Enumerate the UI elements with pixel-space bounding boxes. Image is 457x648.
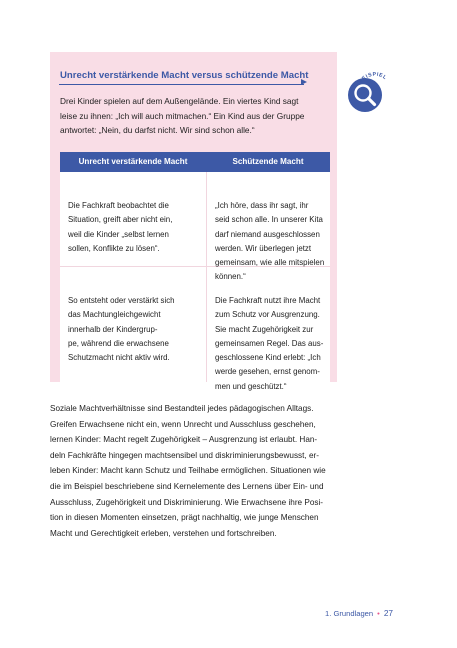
comparison-table	[60, 152, 330, 391]
table-header	[60, 152, 330, 172]
example-box-title: Unrecht verstärkende Macht versus schützende Macht	[60, 70, 309, 81]
cell-line: gemeinsamen Regel. Das aus-	[215, 338, 324, 348]
cell-line: können.“	[215, 272, 246, 282]
cell-line: Sie macht Zugehörigkeit zur	[215, 324, 314, 334]
cell-line: werden. Wir überlegen jetzt	[215, 243, 312, 253]
paragraph-line: lernen Kinder: Macht regelt Zugehörigkeit – Ausgrenzung ist erlaubt. Han-	[50, 435, 318, 445]
page-number: 27	[383, 608, 394, 618]
cell-line: men und geschützt.“	[215, 381, 287, 391]
paragraph-line: Soziale Machtverhältnisse sind Bestandteil jedes pädagogischen Alltags.	[50, 404, 314, 413]
paragraph-line: die im Beispiel beschriebene sind Kernelemente des Lernens über Ein- und	[50, 481, 324, 491]
paragraph-line: Macht und Gerechtigkeit erleben, verstehen und fortschreiben.	[50, 528, 277, 538]
paragraph-line: Ausschluss, Zugehörigkeit und Diskriminierung. Wie Erwachsene ihre Posi-	[50, 497, 324, 507]
cell-line: pe, während die erwachsene	[68, 338, 169, 348]
example-intro	[60, 94, 328, 138]
table-header-cell: Unrecht verstärkende Macht	[78, 157, 188, 166]
title-underline	[59, 84, 304, 85]
cell-line: zum Schutz vor Ausgrenzung.	[215, 310, 320, 320]
paragraph-line: Greifen Erwachsene nicht ein, wenn Unrecht und Ausschluss geschehen,	[50, 419, 316, 429]
cell-line: Die Fachkraft nutzt ihre Macht	[215, 296, 321, 305]
cell-line: Schutzmacht nicht aktiv wird.	[68, 353, 170, 363]
cell-line: innerhalb der Kindergrup-	[68, 324, 158, 334]
intro-line: Drei Kinder spielen auf dem Außengelände. Ein viertes Kind sagt	[60, 96, 299, 106]
svg-text:BEISPIEL	[358, 72, 388, 85]
cell-line: geschlossene Kind erlebt: „Ich	[215, 353, 321, 363]
table-cell	[215, 199, 324, 285]
table-cell	[215, 294, 323, 394]
badge-label-text: BEISPIEL	[357, 71, 388, 86]
badge-label	[355, 62, 395, 102]
table-header-cell: Schützende Macht	[232, 157, 304, 166]
paragraph-line: leben Kinder: Macht kann Schutz und Teilhabe ermöglichen. Situationen wie	[50, 466, 326, 476]
cell-line: sollen, Konflikte zu lösen“.	[68, 243, 160, 253]
column-divider	[206, 172, 207, 382]
intro-line: leise zu ihnen: „Ich will auch mitmachen.“ Ein Kind aus der Gruppe	[60, 110, 305, 121]
cell-line: weil die Kinder „selbst lernen	[68, 229, 169, 239]
footer-section: 1. Grundlagen	[325, 609, 374, 618]
table-cell	[68, 199, 172, 256]
cell-line: seid schon alle. In unserer Kita	[215, 215, 323, 225]
table-body	[60, 172, 330, 391]
cell-line: Die Fachkraft beobachtet die	[68, 201, 169, 210]
paragraph-line: tion in diesen Momenten einsetzen, prägt nachhaltig, wie junge Menschen	[50, 513, 319, 523]
cell-line: Situation, greift aber nicht ein,	[68, 215, 173, 225]
cell-line: das Machtungleichgewicht	[68, 310, 161, 320]
footer-separator: •	[377, 609, 380, 618]
body-paragraph	[50, 401, 370, 541]
arrow-right-icon	[301, 79, 307, 85]
cell-line: „Ich höre, dass ihr sagt, ihr	[215, 201, 309, 210]
intro-line: antwortet: „Nein, du darfst nicht. Wir sind schon alle.“	[60, 125, 255, 135]
cell-line: So entsteht oder verstärkt sich	[68, 296, 175, 305]
cell-line: werde gesehen, ernst genom-	[215, 367, 320, 377]
page-footer	[325, 608, 405, 618]
table-cell	[68, 294, 175, 365]
cell-line: gemeinsam, wie alle mitspielen	[215, 258, 325, 268]
cell-line: darf niemand ausgeschlossen	[215, 229, 320, 239]
paragraph-line: deln Fachkräfte hingegen machtsensibel und diskriminierungsbewusst, er-	[50, 450, 319, 460]
